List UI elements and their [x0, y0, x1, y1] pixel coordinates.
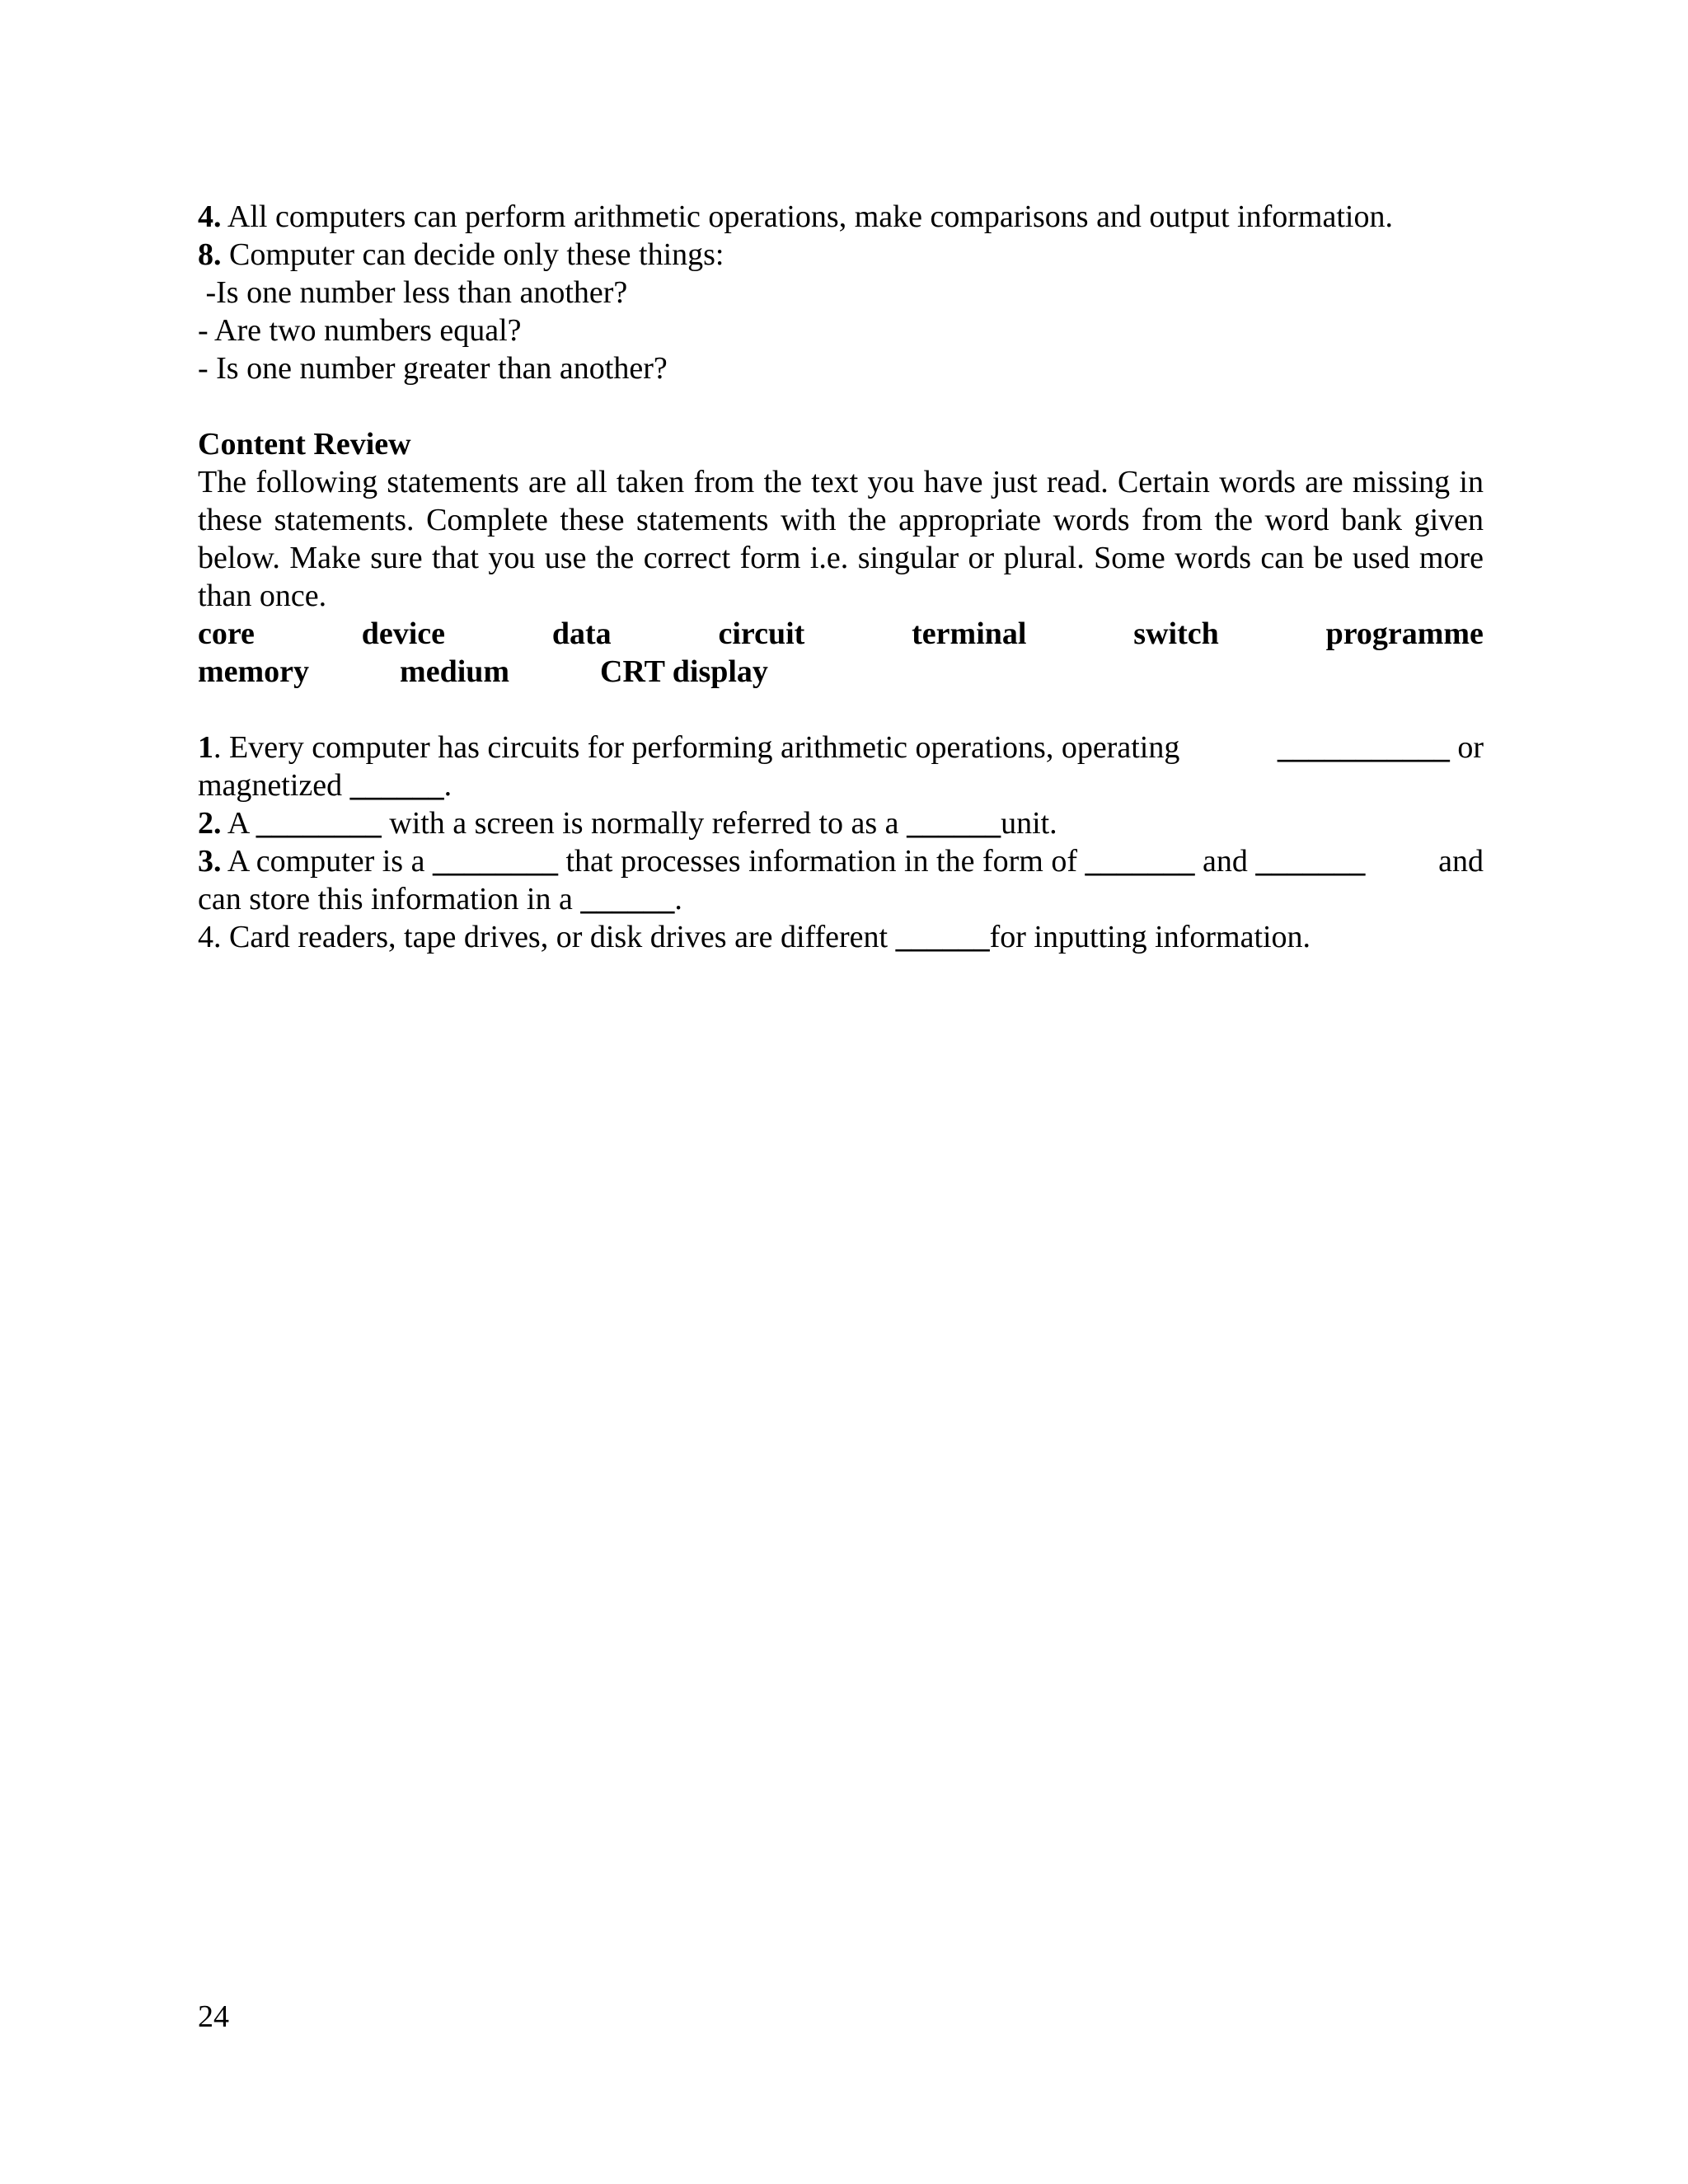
answer-blank[interactable]: _______: [1085, 844, 1195, 879]
exercise-3-line-1: [198, 842, 1484, 880]
item-4: [198, 198, 1484, 236]
exercise-text: . Every computer has circuits for performing arithmetic operations, operating: [213, 730, 1188, 765]
word-bank-row-1: [198, 615, 1484, 653]
exercise-text: and: [1194, 844, 1256, 879]
exercise-2: [198, 804, 1484, 842]
word-bank-word: memory: [198, 654, 310, 689]
decision-equal: - Are two numbers equal?: [198, 313, 522, 348]
word-bank-word: device: [361, 616, 446, 651]
item-8: [198, 236, 1484, 274]
exercise-3-line-2: [198, 880, 1484, 918]
exercise-text: A computer is a: [221, 844, 433, 879]
item-number: 8.: [198, 237, 222, 272]
spacer: [198, 691, 1484, 729]
word-bank-word: CRT display: [600, 654, 768, 689]
answer-blank[interactable]: ______: [895, 920, 990, 954]
exercise-text: can store this information in a: [198, 882, 581, 916]
exercise-text: .: [443, 768, 452, 803]
exercise-text: 4. Card readers, tape drives, or disk drives are different: [198, 920, 896, 954]
item-number: 4.: [198, 199, 222, 234]
exercise-text: unit.: [1001, 806, 1057, 841]
answer-blank[interactable]: ________: [432, 844, 558, 879]
page-content: [198, 198, 1484, 956]
item-text: All computers can perform arithmetic operations, make comparisons and output information.: [221, 199, 1393, 234]
word-bank-word: switch: [1133, 616, 1219, 651]
instructions-paragraph: The following statements are all taken from the text you have just read. Certain words are missing in these statements. Complete these statements with the appropriate words from the word bank given below. Make sure that you use the correct form i.e. singular or plural. Some words can be used more than once.: [198, 465, 1484, 613]
spacer: [198, 387, 1484, 425]
exercise-text: or: [1457, 730, 1484, 765]
decision-greater: - Is one number greater than another?: [198, 351, 668, 386]
section-heading: Content Review: [198, 427, 411, 462]
exercise-1-line-2: [198, 766, 1484, 804]
exercise-text: with a screen is normally referred to as a: [381, 806, 907, 841]
exercise-text: that processes information in the form of: [557, 844, 1085, 879]
answer-blank[interactable]: ______: [349, 768, 444, 803]
exercise-number: 3.: [198, 844, 222, 879]
exercise-1-line-1: [198, 729, 1484, 766]
word-bank-word: medium: [400, 654, 510, 689]
word-bank-word: data: [551, 616, 612, 651]
word-bank-word: core: [198, 616, 255, 651]
word-bank-row-2: [198, 653, 1484, 691]
word-bank-word: circuit: [718, 616, 805, 651]
exercise-text: .: [674, 882, 682, 916]
exercise-4: [198, 918, 1484, 956]
exercise-text: and: [1438, 844, 1484, 879]
exercise-text: for inputting information.: [989, 920, 1311, 954]
answer-blank[interactable]: _______: [1255, 844, 1366, 879]
item-text: Computer can decide only these things:: [221, 237, 724, 272]
exercise-text: magnetized: [198, 768, 350, 803]
decision-less: -Is one number less than another?: [198, 275, 628, 310]
exercise-number: 1: [198, 730, 213, 765]
exercise-number: 2.: [198, 806, 222, 841]
answer-blank[interactable]: ___________: [1277, 730, 1450, 765]
answer-blank[interactable]: ______: [907, 806, 1001, 841]
page-number: 24: [198, 1999, 229, 2034]
answer-blank[interactable]: ______: [580, 882, 675, 916]
word-bank-word: programme: [1325, 616, 1484, 651]
exercise-text: A: [221, 806, 256, 841]
answer-blank[interactable]: ________: [256, 806, 382, 841]
word-bank-word: terminal: [912, 616, 1027, 651]
